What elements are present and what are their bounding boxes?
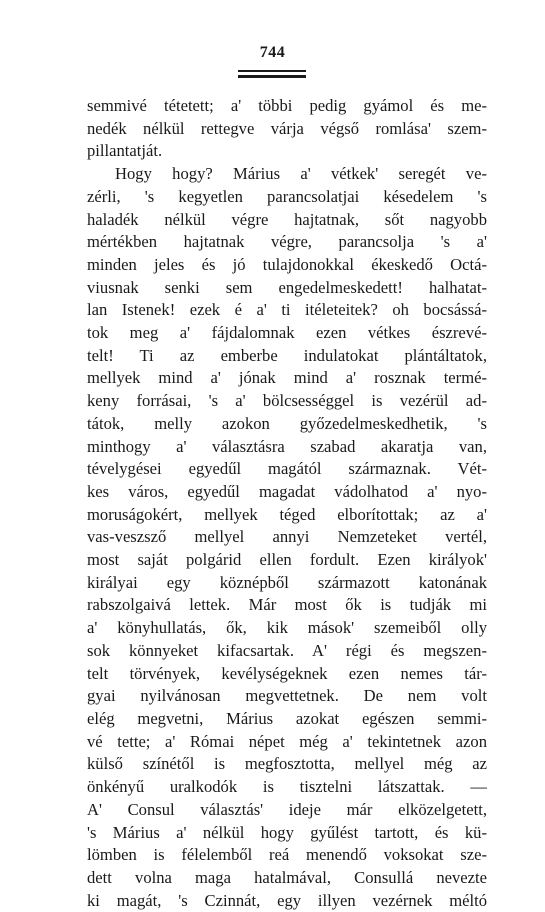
text-line: ki magát, 's Czinnát, egy illyen vezérnek méltó	[87, 890, 487, 910]
page-number: 744	[259, 44, 286, 61]
text-line: önkényű uralkodók is tisztelni látszattak. —	[87, 777, 487, 797]
text-line: gyai nyilvánosan megvettetnek. De nem volt	[87, 686, 487, 706]
text-line: sok könnyeket kifacsartak. A' régi és megszen-	[87, 640, 487, 660]
text-line: telt törvények, kevélységeknek ezen nemes tár-	[87, 663, 487, 683]
header-rule-thick	[238, 75, 306, 78]
text-line: királyai egy köznépből származott katonának	[87, 572, 487, 592]
text-line: semmivé tétetett; a' többi pedig gyámol és me-	[87, 96, 487, 115]
text-line: lömben is félelemből reá menendő voksokat sze-	[87, 845, 487, 865]
text-line: 's Márius a' nélkül hogy gyűlést tartott, és kü-	[87, 822, 487, 842]
text-line: dett volna maga hatalmával, Consullá nevezte	[87, 867, 487, 887]
text-line: mellyek mind a' jónak mind a' rosznak termé-	[87, 368, 487, 388]
text-line: Hogy hogy? Márius a' vétkek' seregét ve-	[115, 164, 487, 184]
text-line: tátok, melly azokon győzedelmeskedhetik, 's	[87, 413, 487, 433]
text-line: pillantatját.	[87, 141, 163, 161]
text-line: moruságokért, mellyek téged elborítottak; az a'	[87, 504, 487, 524]
text-line: telt! Ti az emberbe indulatokat plántáltatok,	[87, 345, 487, 365]
text-line: vé tette; a' Római népet még a' tekintetnek azon	[87, 731, 487, 751]
text-line: rabszolgaivá lettek. Már most ők is tudják mi	[87, 595, 487, 615]
header-rule-thin	[238, 70, 306, 72]
text-line: tévelygései egyedűl magától származnak. Vét-	[87, 459, 487, 479]
text-line: elég megvetni, Márius azokat egészen semmi-	[87, 708, 487, 728]
text-line: vas-veszsző mellyel annyi Nemzeteket vertél,	[87, 527, 487, 547]
body-text	[87, 95, 487, 912]
text-line: A' Consul választás' ideje már elközelgetett,	[87, 799, 487, 819]
text-line: zérli, 's kegyetlen parancsolatjai késedelem 's	[87, 186, 487, 206]
text-line: lan Istenek! ezek é a' ti itéleteitek? oh bocsássá-	[87, 300, 487, 320]
text-line: nedék nélkül rettegve várja végső romlása' szem-	[87, 118, 487, 138]
text-line: haladék nélkül végre hajtatnak, sőt nagyobb	[87, 209, 487, 229]
text-line: kes város, egyedűl magadat vádolhatod a' nyo-	[87, 481, 487, 501]
text-line: tok meg a' fájdalomnak ezen vétkes észrevé-	[87, 323, 487, 343]
text-line: külső színétől is megfosztotta, mellyel még az	[87, 754, 487, 774]
text-line: keny forrásai, 's a' bölcsességgel is vezérül ad-	[87, 391, 487, 411]
text-line: viusnak senki sem engedelmeskedett! halhatat-	[87, 277, 487, 297]
text-line: mértékben hajtatnak végre, parancsolja 's a'	[87, 232, 487, 252]
text-line: minden jeles és jó tulajdonokkal ékeskedő Octá-	[87, 254, 487, 274]
text-line: a' könyhullatás, ők, kik mások' szemeiből olly	[87, 618, 487, 638]
text-line: most saját polgárid ellen fordult. Ezen királyok'	[87, 550, 487, 570]
text-line: minthogy a' választásra szabad akaratja van,	[87, 436, 487, 456]
